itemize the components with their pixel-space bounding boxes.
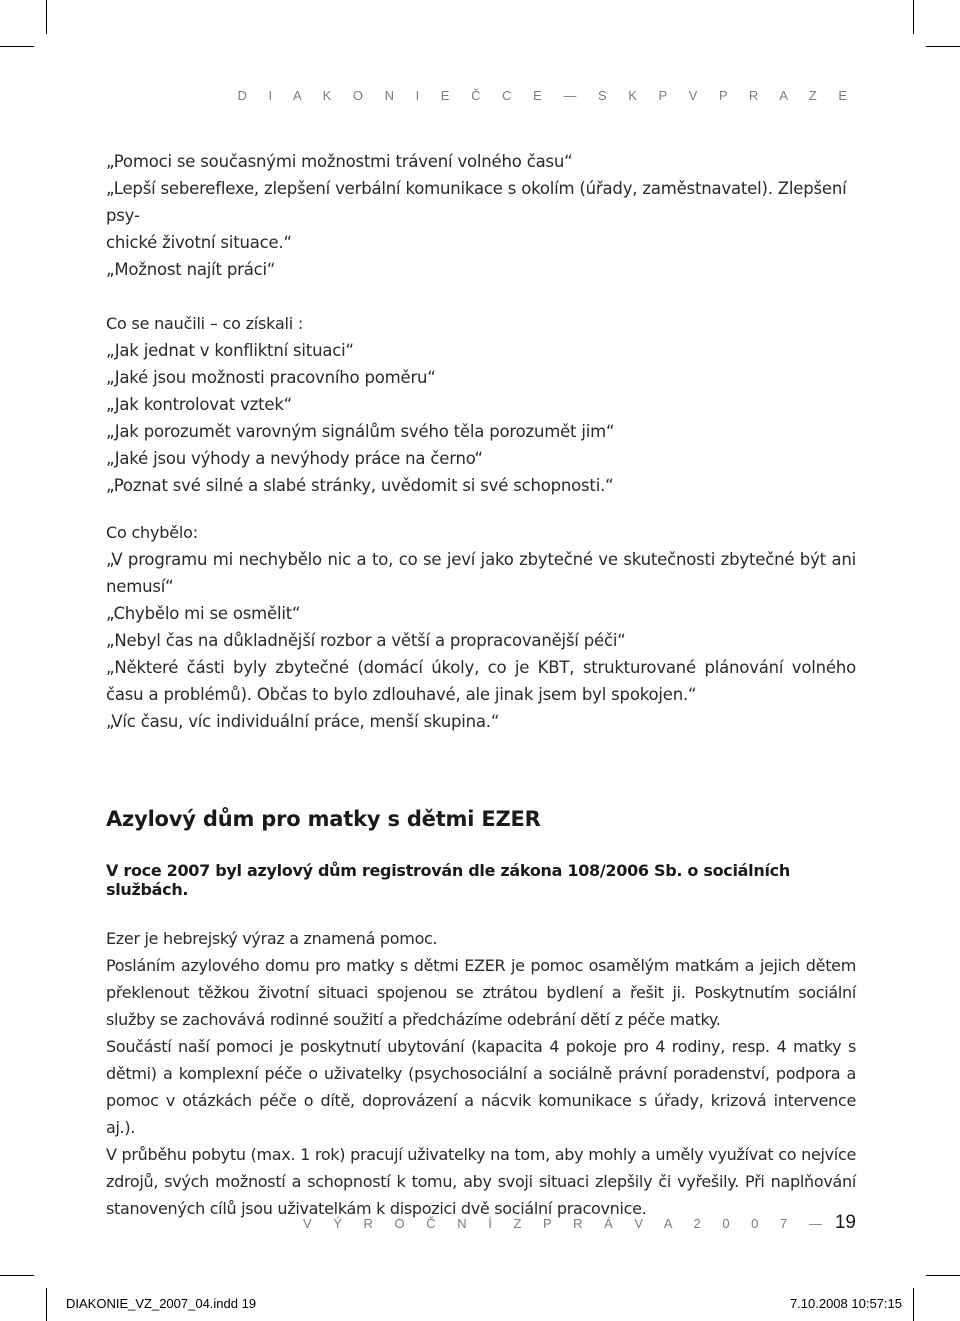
list-item: „Jaké jsou možnosti pracovního poměru“ (106, 368, 436, 387)
list-item: „Chybělo mi se osmělit“ (106, 604, 301, 623)
missing-heading: Co chybělo: (106, 523, 198, 542)
list-item: „Lepší sebereflexe, zlepšení verbální komunikace s okolím (úřady, zaměstnavatel). Zlepšení psy- (106, 179, 852, 225)
paragraph: Posláním azylového domu pro matky s dětmi EZER je pomoc osamělým matkám a jejich dětem překlenout těžkou životní situaci spojenou se ztrátou bydlení a řešit ji. Poskytnutím sociální služby se zachovává rodinné soužití a předcházíme odebrání dětí z péče matky. (106, 956, 856, 1029)
page-number: 19 (834, 1212, 856, 1233)
list-item: „Nebyl čas na důkladnější rozbor a větší a propracovanější péči“ (106, 631, 626, 650)
paragraph: Ezer je hebrejský výraz a znamená pomoc. (106, 929, 438, 948)
list-item: „Víc času, víc individuální práce, menší skupina.“ (106, 712, 500, 731)
slug-date: 7.10.2008 10:57:15 (789, 1296, 902, 1311)
list-item: „Jaké jsou výhody a nevýhody práce na černo“ (106, 449, 483, 468)
paragraph: V průběhu pobytu (max. 1 rok) pracují uživatelky na tom, aby mohly a uměly využívat co nejvíce zdrojů, svých možností a schopností k tomu, aby svoji situaci zlepšily či vyřešily. Při naplňování stanovených cílů jsou uživatelkám k dispozici dvě sociální pracovnice. (106, 1145, 856, 1218)
footer-title: V Ý R O Č N Í Z P R Á V A 2 0 0 7 — (302, 1216, 831, 1231)
crop-mark (926, 1275, 960, 1276)
crop-mark (46, 1288, 47, 1321)
list-item: „Pomoci se současnými možnostmi trávení volného času“ (106, 152, 573, 171)
list-item: „V programu mi nechybělo nic a to, co se jeví jako zbytečné ve skutečnosti zbytečné být ani nemusí“ (106, 550, 862, 596)
running-footer (303, 1212, 856, 1234)
crop-mark (0, 1275, 34, 1276)
section-subtitle: V roce 2007 byl azylový dům registrován dle zákona 108/2006 Sb. o sociálních službách. (106, 861, 790, 899)
list-item: „Možnost najít práci“ (106, 260, 276, 279)
list-item: chické životní situace.“ (106, 233, 292, 252)
list-item: „Některé části byly zbytečné (domácí úkoly, co je KBT, strukturované plánování volného času a problémů). Občas to bylo zdlouhavé, ale jinak jsem byl spokojen.“ (106, 658, 862, 704)
crop-mark (46, 0, 47, 34)
running-header: D I A K O N I E Č C E — S K P V P R A Z E (237, 88, 856, 103)
crop-mark (913, 0, 914, 34)
page-content (106, 148, 862, 1222)
list-item: „Jak jednat v konfliktní situaci“ (106, 341, 354, 360)
paragraph: Součástí naší pomoci je poskytnutí ubytování (kapacita 4 pokoje pro 4 rodiny, resp. 4 matky s dětmi) a komplexní péče o uživatelky (psychosociální a sociálně právní poradenství, podpora a pomoc v otázkách péče o dítě, doprovázení a nácvik komunikace s úřady, krizová intervence aj.). (106, 1037, 856, 1137)
crop-mark (926, 46, 960, 47)
slug-file: DIAKONIE_VZ_2007_04.indd 19 (66, 1296, 257, 1311)
crop-mark (0, 46, 34, 47)
list-item: „Poznat své silné a slabé stránky, uvědomit si své schopnosti.“ (106, 476, 614, 495)
section-title: Azylový dům pro matky s dětmi EZER (106, 807, 541, 831)
learned-heading: Co se naučili – co získali : (106, 314, 304, 333)
crop-mark (913, 1288, 914, 1321)
list-item: „Jak porozumět varovným signálům svého těla porozumět jim“ (106, 422, 615, 441)
list-item: „Jak kontrolovat vztek“ (106, 395, 293, 414)
